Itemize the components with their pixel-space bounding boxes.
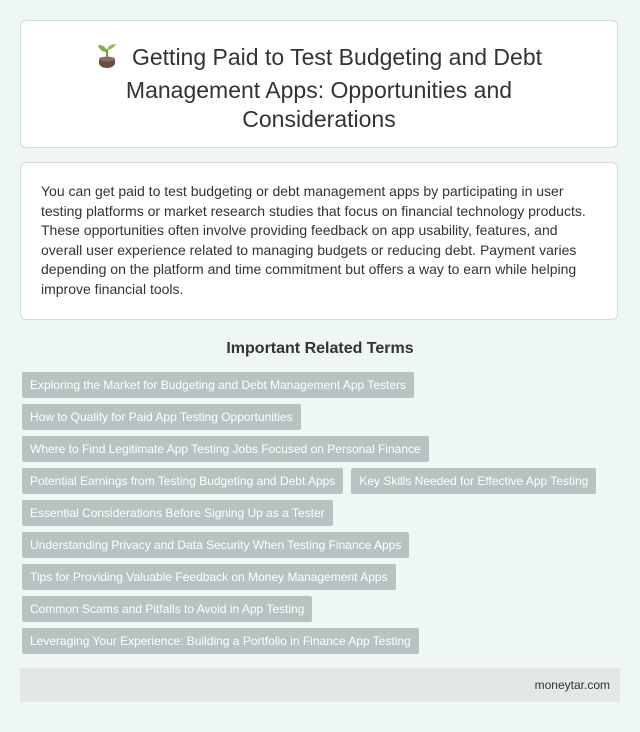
intro-card [20,162,618,320]
related-term-tag[interactable]: Leveraging Your Experience: Building a Portfolio in Finance App Testing [22,628,419,654]
page-title [21,21,617,134]
title-card [20,20,618,148]
related-term-tag[interactable]: Potential Earnings from Testing Budgeting and Debt Apps [22,468,343,494]
related-term-tag[interactable]: Understanding Privacy and Data Security When Testing Finance Apps [22,532,409,558]
related-term-tag[interactable]: Common Scams and Pitfalls to Avoid in App Testing [22,596,312,622]
footer-site[interactable]: moneytar.com [534,678,610,692]
related-term-tag[interactable]: Exploring the Market for Budgeting and Debt Management App Testers [22,372,414,398]
footer [20,668,620,702]
related-term-tag[interactable]: Where to Find Legitimate App Testing Jobs Focused on Personal Finance [22,436,429,462]
related-term-tag[interactable]: How to Qualify for Paid App Testing Opportunities [22,404,301,430]
related-term-tag[interactable]: Tips for Providing Valuable Feedback on Money Management Apps [22,564,396,590]
intro-paragraph: You can get paid to test budgeting or debt management apps by participating in user testing platforms or market research studies that focus on financial technology products. These opportunities often involve providing feedback on app usability, features, and overall user experience related to managing budgets or reducing debt. Payment varies depending on the platform and time commitment but offers a way to earn while helping improve financial tools. [41,183,586,297]
related-term-tag[interactable]: Essential Considerations Before Signing Up as a Tester [22,500,333,526]
related-terms-heading: Important Related Terms [226,340,414,357]
related-term-tag[interactable]: Key Skills Needed for Effective App Testing [351,468,596,494]
sprout-icon [96,43,118,76]
related-terms-list [22,372,618,654]
page-title-text: Getting Paid to Test Budgeting and Debt Management Apps: Opportunities and Considerations [125,44,543,132]
